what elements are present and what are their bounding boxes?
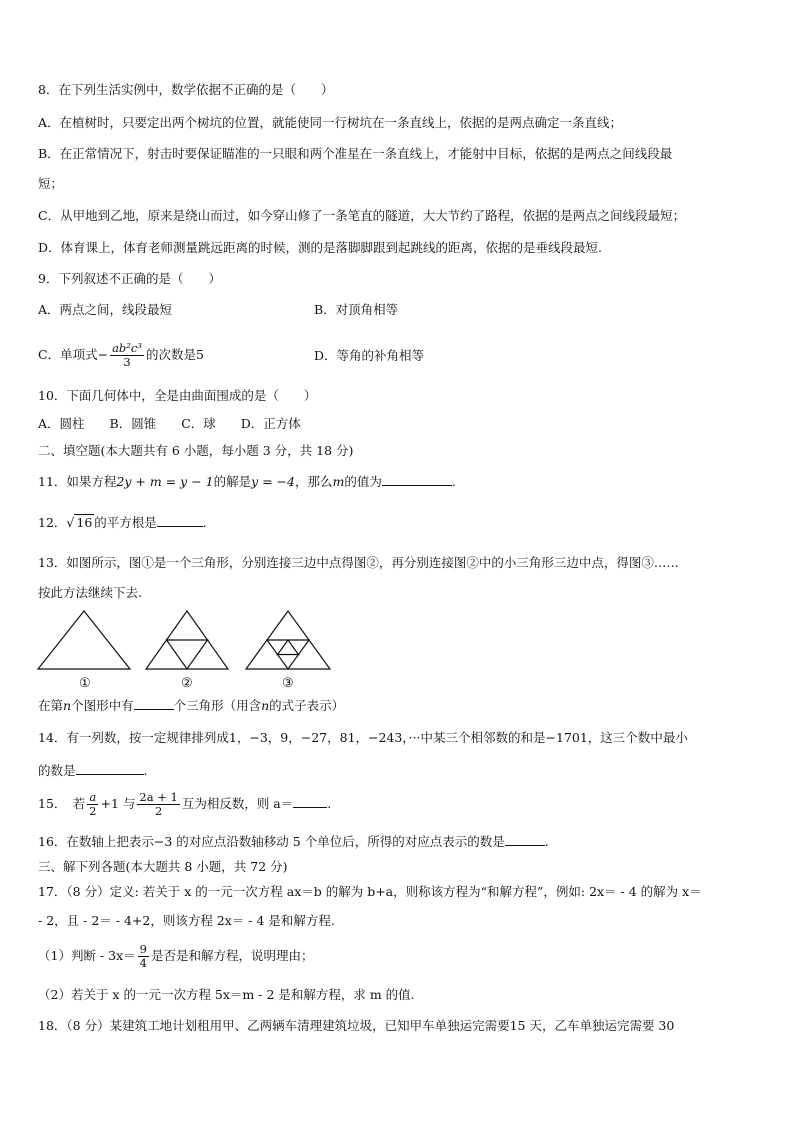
q16-text: 16．在数轴上把表示−3 的对应点沿数轴移动 5 个单位后，所得的对应点表示的数是 . [38, 834, 549, 849]
q11-solution: y = −4 [251, 474, 295, 489]
q10-stem: 10．下面几何体中，全是由曲面围成的是（ ） [38, 388, 317, 403]
q15-text: 15． 若 $\frac{a}{2}$ +1 与 $\frac{2a + 1}{2}$ 互为相反数，则 a＝ . [38, 790, 332, 818]
figure-1-triangle [36, 609, 132, 671]
q15-fraction-2a-plus-1-over-2: $\frac{2a + 1}{2}$ [139, 790, 178, 818]
figure-3-label: ③ [282, 676, 294, 691]
q15-answer-blank[interactable] [293, 795, 327, 808]
minus-sign: − [97, 347, 109, 362]
q14-line2: 的数是 . [38, 763, 148, 778]
section-3-heading: 三、解下列各题(本大题共 8 小题，共 72 分) [38, 859, 288, 874]
q13-answer-blank[interactable] [134, 697, 174, 710]
q12-radicand: 16 [76, 515, 93, 530]
q14-line1: 14．有一列数，按一定规律排列成1，−3，9，−27，81，−243，···中某三个相邻数的和是−1701，这三个数中最小 [38, 730, 688, 745]
q13-answer-line: 在第n个图形中有 个三角形（用含n的式子表示） [38, 698, 345, 713]
q9-stem: 9．下列叙述不正确的是（ ） [38, 271, 221, 286]
q8-option-a: A．在植树时，只要定出两个树坑的位置，就能使同一行树坑在一条直线上，依据的是两点确定一条直线； [38, 115, 623, 130]
q8-option-d: D．体育课上，体育老师测量跳远距离的时候，测的是落脚脚跟到起跳线的距离，依据的是垂线段最短. [38, 240, 602, 255]
q8-option-b-line1: B．在正常情况下，射击时要保证瞄准的一只眼和两个准星在一条直线上，才能射中目标，依据的是两点之间线段最 [38, 146, 673, 161]
section-2-heading: 二、填空题(本大题共有 6 小题，每小题 3 分，共 18 分) [38, 443, 354, 458]
q9-option-c-label: C．单项式 [38, 347, 98, 362]
q9-option-c-text: 的次数是5 [145, 347, 204, 362]
q16-answer-blank[interactable] [505, 833, 545, 846]
q14-answer-blank[interactable] [76, 762, 144, 775]
q10-options: A．圆柱 B．圆锥 C．球 D．正方体 [38, 416, 301, 431]
q9-monomial-fraction: $\frac{\text{ab²c³}}{3}$ [112, 341, 142, 369]
q13-line2: 按此方法继续下去. [38, 585, 142, 600]
fig2-midpoint-triangle [167, 640, 208, 669]
q17-fraction-9-over-4: $\frac{9}{4}$ [139, 942, 147, 970]
q8-option-c: C．从甲地到乙地，原来是绕山而过，如今穿山修了一条笔直的隧道，大大节约了路程，依据的是两点之间线段最短； [38, 208, 686, 223]
q9-option-c [38, 340, 204, 370]
q11-answer-blank[interactable] [382, 473, 452, 486]
fig3-inner-triangle [278, 640, 299, 655]
q8-stem: 8．在下列生活实例中，数学依据不正确的是（ ） [38, 82, 334, 97]
q11-text: 11．如果方程2y + m = y − 1的解是y = −4，那么m的值为 . [38, 474, 456, 489]
figure-2-triangle [144, 609, 230, 671]
figure-2-label: ② [181, 676, 193, 691]
sqrt-icon: √ [66, 515, 75, 530]
q12-text: 12．√ 16 的平方根是 . [38, 515, 207, 530]
figure-3-triangle [244, 609, 332, 671]
q8-option-b-line2: 短； [38, 176, 64, 191]
q13-line1: 13．如图所示，图①是一个三角形，分别连接三边中点得图②，再分别连接图②中的小三角形三边中点，得图③…… [38, 555, 679, 570]
q18-line1: 18．（8 分）某建筑工地计划租用甲、乙两辆车清理建筑垃圾，已知甲车单独运完需要15 天，乙车单独运完需要 30 [38, 1018, 675, 1033]
q17-line1: 17．（8 分）定义: 若关于 x 的一元一次方程 ax＝b 的解为 b+a，则称该方程为“和解方程”，例如: 2x＝ - 4 的解为 x＝ [38, 884, 702, 899]
figure-1-label: ① [79, 676, 91, 691]
fig1-outer-triangle [38, 611, 130, 669]
q9-option-b: B．对顶角相等 [314, 302, 399, 317]
q17-part1: （1）判断 - 3x＝ $\frac{9}{4}$ 是否是和解方程，说明理由； [38, 942, 314, 970]
q9-option-a: A．两点之间，线段最短 [38, 302, 173, 317]
q17-part2: （2）若关于 x 的一元一次方程 5x＝m - 2 是和解方程，求 m 的值. [38, 987, 415, 1002]
q12-answer-blank[interactable] [157, 514, 203, 527]
q11-equation: 2y + m = y − 1 [116, 474, 214, 489]
q15-fraction-a-over-2: $\frac{a}{2}$ [89, 790, 97, 818]
q9-option-d: D．等角的补角相等 [314, 348, 425, 363]
q17-line2: - 2，且 - 2＝ - 4+2，则该方程 2x＝ - 4 是和解方程. [38, 913, 335, 928]
